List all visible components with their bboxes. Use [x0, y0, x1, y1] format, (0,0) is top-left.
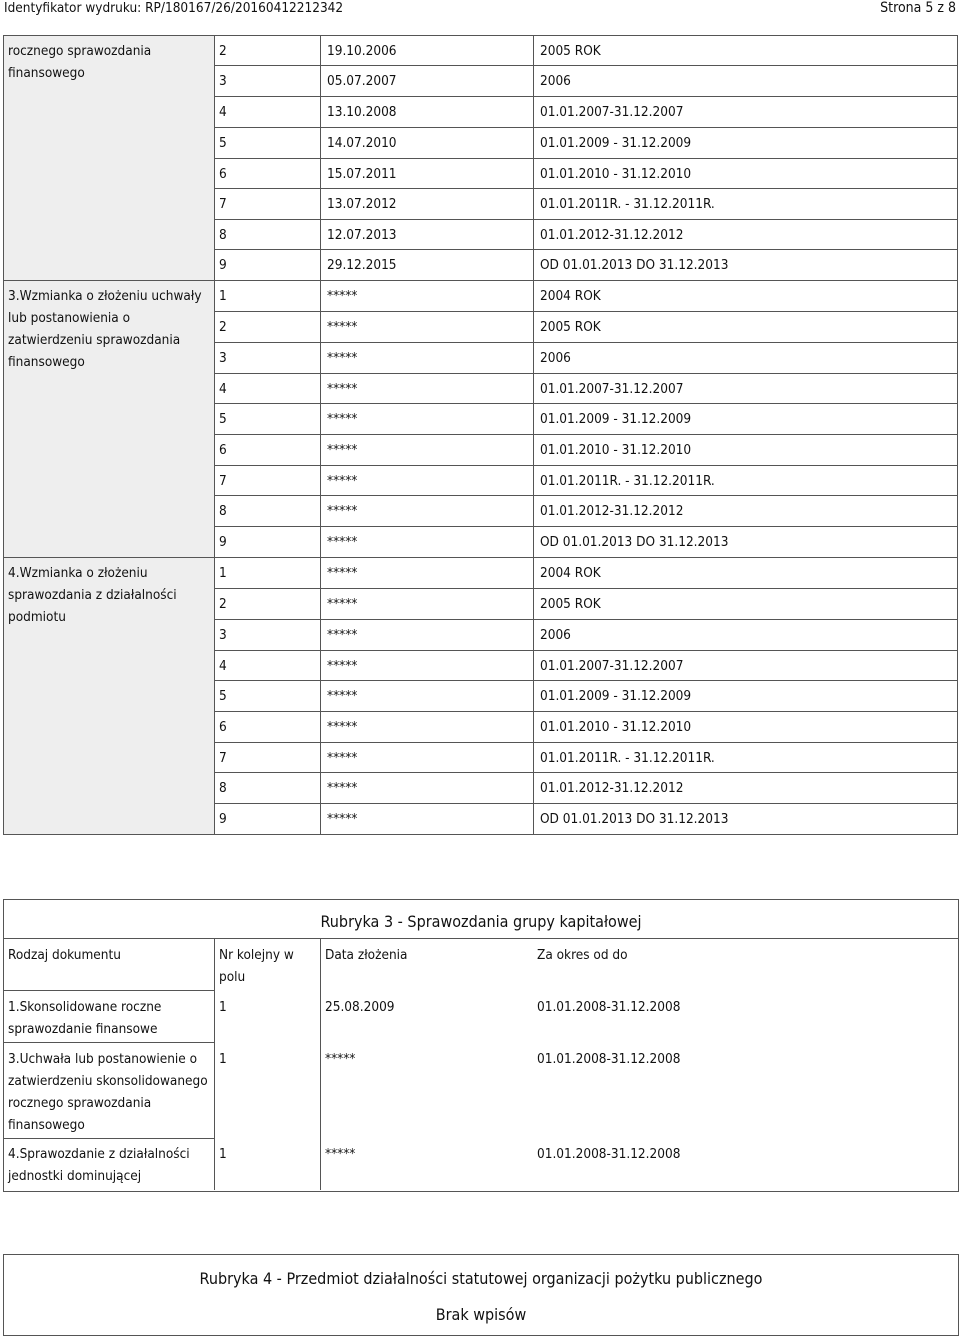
cell-data: *****: [321, 312, 534, 343]
cell-okres: 01.01.2012-31.12.2012: [534, 220, 958, 250]
cell-data: 12.07.2013: [321, 220, 534, 250]
cell-nr: 8: [215, 496, 321, 527]
group-doc-3-period: 01.01.2008-31.12.2008: [537, 1146, 681, 1162]
cell-data: *****: [321, 343, 534, 374]
table-row: [4, 36, 958, 66]
cell-okres: 01.01.2009 - 31.12.2009: [534, 681, 958, 712]
cell-nr: 9: [215, 804, 321, 835]
cell-nr: 4: [215, 651, 321, 681]
cell-okres: OD 01.01.2013 DO 31.12.2013: [534, 804, 958, 835]
rubryka-3-panel: [3, 899, 959, 1192]
cell-data: *****: [321, 527, 534, 558]
group-doc-1-period: 01.01.2008-31.12.2008: [537, 999, 681, 1015]
cell-okres: 2005 ROK: [534, 589, 958, 620]
cell-nr: 2: [215, 589, 321, 620]
cell-okres: 2005 ROK: [534, 36, 958, 66]
table-row: [4, 281, 958, 312]
cell-data: *****: [321, 435, 534, 466]
report-submissions-table: [3, 35, 958, 835]
annual-report-label: rocznego sprawozdania finansowego: [4, 36, 215, 281]
cell-data: *****: [321, 558, 534, 589]
group-doc-3-nr: 1: [219, 1146, 227, 1162]
group-doc-3-date: *****: [325, 1146, 356, 1162]
cell-data: *****: [321, 743, 534, 773]
cell-data: 15.07.2011: [321, 159, 534, 189]
cell-okres: 01.01.2012-31.12.2012: [534, 773, 958, 804]
activity-report-mention-label: 4.Wzmianka o złożeniu sprawozdania z działalności podmiotu: [4, 558, 215, 835]
page-number: Strona 5 z 8: [880, 0, 956, 16]
cell-nr: 3: [215, 66, 321, 97]
cell-okres: 2006: [534, 620, 958, 651]
group-doc-2-nr: 1: [219, 1051, 227, 1067]
cell-okres: 01.01.2009 - 31.12.2009: [534, 404, 958, 435]
approval-mention-label: 3.Wzmianka o złożeniu uchwały lub postanowienia o zatwierdzeniu sprawozdania finansowego: [4, 281, 215, 558]
cell-data: *****: [321, 712, 534, 743]
cell-data: *****: [321, 281, 534, 312]
cell-nr: 2: [215, 312, 321, 343]
cell-nr: 6: [215, 435, 321, 466]
group-doc-2-date: *****: [325, 1051, 356, 1067]
group-doc-2-period: 01.01.2008-31.12.2008: [537, 1051, 681, 1067]
cell-data: *****: [321, 404, 534, 435]
group-doc-3-type: 4.Sprawozdanie z działalności jednostki dominującej: [8, 1146, 190, 1184]
table-row: [4, 558, 958, 589]
cell-nr: 7: [215, 189, 321, 220]
cell-data: *****: [321, 374, 534, 404]
cell-okres: 01.01.2011R. - 31.12.2011R.: [534, 743, 958, 773]
cell-nr: 3: [215, 343, 321, 374]
cell-nr: 4: [215, 97, 321, 128]
group-doc-1-type: 1.Skonsolidowane roczne sprawozdanie finansowe: [8, 999, 162, 1037]
cell-nr: 8: [215, 773, 321, 804]
cell-data: *****: [321, 651, 534, 681]
cell-nr: 8: [215, 220, 321, 250]
cell-nr: 9: [215, 250, 321, 281]
group-doc-1-nr: 1: [219, 999, 227, 1015]
cell-okres: 2004 ROK: [534, 281, 958, 312]
rubryka-3-title: Rubryka 3 - Sprawozdania grupy kapitałowej: [320, 912, 642, 931]
cell-okres: 2006: [534, 343, 958, 374]
cell-okres: 01.01.2007-31.12.2007: [534, 97, 958, 128]
cell-data: *****: [321, 773, 534, 804]
header-submission-date: Data złożenia: [325, 947, 408, 963]
cell-okres: 2005 ROK: [534, 312, 958, 343]
cell-nr: 6: [215, 159, 321, 189]
cell-nr: 5: [215, 681, 321, 712]
cell-okres: 01.01.2007-31.12.2007: [534, 651, 958, 681]
cell-nr: 2: [215, 36, 321, 66]
print-identifier: Identyfikator wydruku: RP/180167/26/20160412212342: [4, 0, 344, 16]
cell-data: *****: [321, 620, 534, 651]
cell-data: 19.10.2006: [321, 36, 534, 66]
cell-okres: 2004 ROK: [534, 558, 958, 589]
cell-data: 13.07.2012: [321, 189, 534, 220]
cell-okres: 2006: [534, 66, 958, 97]
no-entries-note: Brak wpisów: [435, 1305, 527, 1324]
cell-okres: 01.01.2009 - 31.12.2009: [534, 128, 958, 159]
cell-okres: 01.01.2007-31.12.2007: [534, 374, 958, 404]
cell-okres: 01.01.2010 - 31.12.2010: [534, 712, 958, 743]
cell-okres: OD 01.01.2013 DO 31.12.2013: [534, 250, 958, 281]
rubryka-4-title: Rubryka 4 - Przedmiot działalności statutowej organizacji pożytku publicznego: [199, 1269, 763, 1288]
cell-okres: 01.01.2010 - 31.12.2010: [534, 159, 958, 189]
cell-nr: 9: [215, 527, 321, 558]
header-field-number: Nr kolejny w polu: [219, 947, 294, 985]
group-doc-1-date: 25.08.2009: [325, 999, 395, 1015]
cell-okres: 01.01.2011R. - 31.12.2011R.: [534, 189, 958, 220]
cell-okres: 01.01.2012-31.12.2012: [534, 496, 958, 527]
header-document-type: Rodzaj dokumentu: [8, 947, 121, 963]
cell-data: *****: [321, 804, 534, 835]
cell-okres: 01.01.2010 - 31.12.2010: [534, 435, 958, 466]
cell-nr: 1: [215, 281, 321, 312]
cell-data: 05.07.2007: [321, 66, 534, 97]
group-doc-2-type: 3.Uchwała lub postanowienie o zatwierdzeniu skonsolidowanego rocznego sprawozdania finansowego: [8, 1051, 208, 1133]
rubryka-4-panel: [3, 1254, 959, 1336]
cell-nr: 5: [215, 404, 321, 435]
cell-nr: 7: [215, 466, 321, 496]
cell-data: 14.07.2010: [321, 128, 534, 159]
cell-nr: 5: [215, 128, 321, 159]
cell-data: *****: [321, 496, 534, 527]
cell-okres: 01.01.2011R. - 31.12.2011R.: [534, 466, 958, 496]
cell-data: *****: [321, 466, 534, 496]
cell-nr: 6: [215, 712, 321, 743]
cell-data: 13.10.2008: [321, 97, 534, 128]
cell-nr: 3: [215, 620, 321, 651]
header-period: Za okres od do: [537, 947, 628, 963]
cell-okres: OD 01.01.2013 DO 31.12.2013: [534, 527, 958, 558]
cell-data: *****: [321, 681, 534, 712]
cell-data: 29.12.2015: [321, 250, 534, 281]
cell-nr: 4: [215, 374, 321, 404]
cell-nr: 1: [215, 558, 321, 589]
cell-data: *****: [321, 589, 534, 620]
cell-nr: 7: [215, 743, 321, 773]
